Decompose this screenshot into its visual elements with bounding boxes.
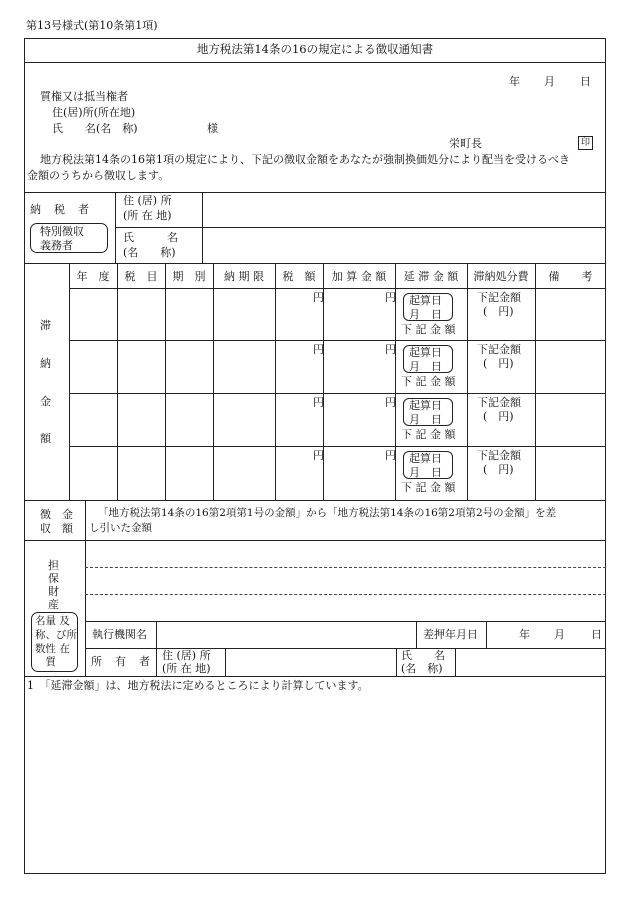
divider [85,500,86,676]
divider [69,263,70,500]
additional-yen-unit: 円 [385,343,396,356]
taxpayer-sub-1: 特別徴収 [40,225,84,238]
collection-text-1: 「地方税法第14条の16第2項第1号の金額」から「地方税法第14条の16第2項第2号の金額」を差 [98,507,557,519]
owner-address-1: 住 (居) 所 [162,649,211,662]
taxpayer-address-label-1: 住 (居) 所 [123,194,172,207]
body-text-2: 金額のうちから徴収します。 [27,169,170,182]
additional-yen-unit: 円 [385,396,396,409]
divider [467,263,468,500]
dashed-line [85,594,606,595]
column-header: 期 別 [172,270,206,283]
seizure-year: 年 [519,628,530,641]
divider [225,648,226,676]
divider [165,263,166,500]
seizure-month: 月 [554,628,565,641]
divider [24,540,606,541]
late-fee-date-label: 月 日 [409,466,442,479]
divider [24,263,606,264]
form-number: 第13号様式(第10条第1項) [26,19,158,32]
collateral-sub-1: 名量 及 [35,615,70,627]
divider [213,263,214,500]
issuer-name: 栄町長 [449,137,482,150]
late-fee-amount-label: 下 記 金 額 [401,323,456,336]
divider [69,288,606,289]
column-header: 税 目 [124,270,158,283]
additional-yen-unit: 円 [385,449,396,462]
late-fee-date-label: 月 日 [409,360,442,373]
owner-address-2: (所 在 地) [162,662,211,675]
disposal-fee-yen: ( 円) [483,463,514,476]
late-fee-start-label: 起算日 [409,294,442,307]
date-year: 年 [509,75,520,88]
divider [69,340,606,341]
tax-yen-unit: 円 [313,449,324,462]
disposal-fee-yen: ( 円) [483,305,514,318]
arrears-side-char: 滞 [40,319,51,332]
divider [24,676,606,677]
owner-name-1: 氏 名 [401,649,445,662]
column-header: 年 度 [76,270,110,283]
dashed-line [85,567,606,568]
honorific: 様 [207,122,218,135]
arrears-side-char: 額 [40,432,51,445]
additional-yen-unit: 円 [385,291,396,304]
collateral-sub-3: 数性 在 [35,643,70,655]
divider [24,500,606,501]
disposal-fee-yen: ( 円) [483,357,514,370]
divider [115,227,606,228]
divider [24,62,606,63]
column-header: 納 期 限 [224,270,264,283]
column-header: 延 滞 金 額 [403,270,459,283]
collateral-sub-2: 称、び所 [35,629,77,641]
form-title: 地方税法第14条の16の規定による徴収通知書 [196,42,434,56]
divider [486,621,487,648]
late-fee-start-label: 起算日 [409,346,442,359]
disposal-fee-label: 下記金額 [477,291,521,304]
collection-label-1: 徴 金 [40,508,73,521]
collection-label-2: 収 額 [40,522,73,535]
tax-yen-unit: 円 [313,343,324,356]
late-fee-date-label: 月 日 [409,413,442,426]
disposal-fee-yen: ( 円) [483,410,514,423]
late-fee-amount-label: 下 記 金 額 [401,375,456,388]
collection-text-2: し引いた金額 [89,522,152,534]
divider [535,263,536,500]
seal-mark: 印 [578,136,593,150]
taxpayer-address-label-2: (所 在 地) [123,209,172,222]
divider [85,621,606,622]
divider [69,446,606,447]
addressee-address-label: 住(居)所(所在地) [52,106,136,119]
divider [117,263,118,500]
taxpayer-name-label-2: (名 称) [123,246,176,259]
owner-label: 所 有 者 [91,655,151,668]
exec-agency-label: 執行機関名 [92,628,147,641]
late-fee-amount-label: 下 記 金 額 [401,481,456,494]
divider [24,192,606,193]
addressee-line: 質権又は抵当権者 [40,90,128,103]
arrears-side-char: 納 [40,357,51,370]
late-fee-date-label: 月 日 [409,308,442,321]
date-day: 日 [580,75,591,88]
disposal-fee-label: 下記金額 [477,396,521,409]
date-month: 月 [544,75,555,88]
taxpayer-label: 納 税 者 [30,203,90,216]
tax-yen-unit: 円 [313,291,324,304]
divider [416,621,417,648]
collateral-char: 産 [48,598,59,611]
collateral-sub-4: 質 [35,656,56,668]
addressee-name-label: 氏 名(名 称) [52,122,138,135]
late-fee-start-label: 起算日 [409,399,442,412]
body-text-1: 地方税法第14条の16第1項の規定により、下記の徴収金額をあなたが強制換価処分により配当を受けるべき [40,153,570,166]
disposal-fee-label: 下記金額 [477,449,521,462]
divider [396,648,397,676]
column-header: 税 額 [282,270,316,283]
divider [455,648,456,676]
divider [69,393,606,394]
arrears-side-char: 金 [40,395,51,408]
collateral-char: 担 [48,559,59,572]
taxpayer-name-label-1: 氏 名 [123,231,178,244]
footnote: 1 「延滞金額」は、地方税法に定めるところにより計算しています。 [27,679,369,692]
column-header: 滞納処分費 [473,270,529,283]
disposal-fee-label: 下記金額 [477,343,521,356]
collateral-char: 保 [48,572,59,585]
taxpayer-sub-2: 義務者 [40,239,73,252]
late-fee-amount-label: 下 記 金 額 [401,428,456,441]
column-header: 備 考 [548,270,593,283]
late-fee-start-label: 起算日 [409,452,442,465]
seizure-date-label: 差押年月日 [423,628,478,641]
seizure-day: 日 [591,628,602,641]
tax-yen-unit: 円 [313,396,324,409]
column-header: 加 算 金 額 [331,270,387,283]
collateral-char: 財 [48,585,59,598]
owner-name-2: (名 称) [401,662,443,675]
divider [275,263,276,500]
